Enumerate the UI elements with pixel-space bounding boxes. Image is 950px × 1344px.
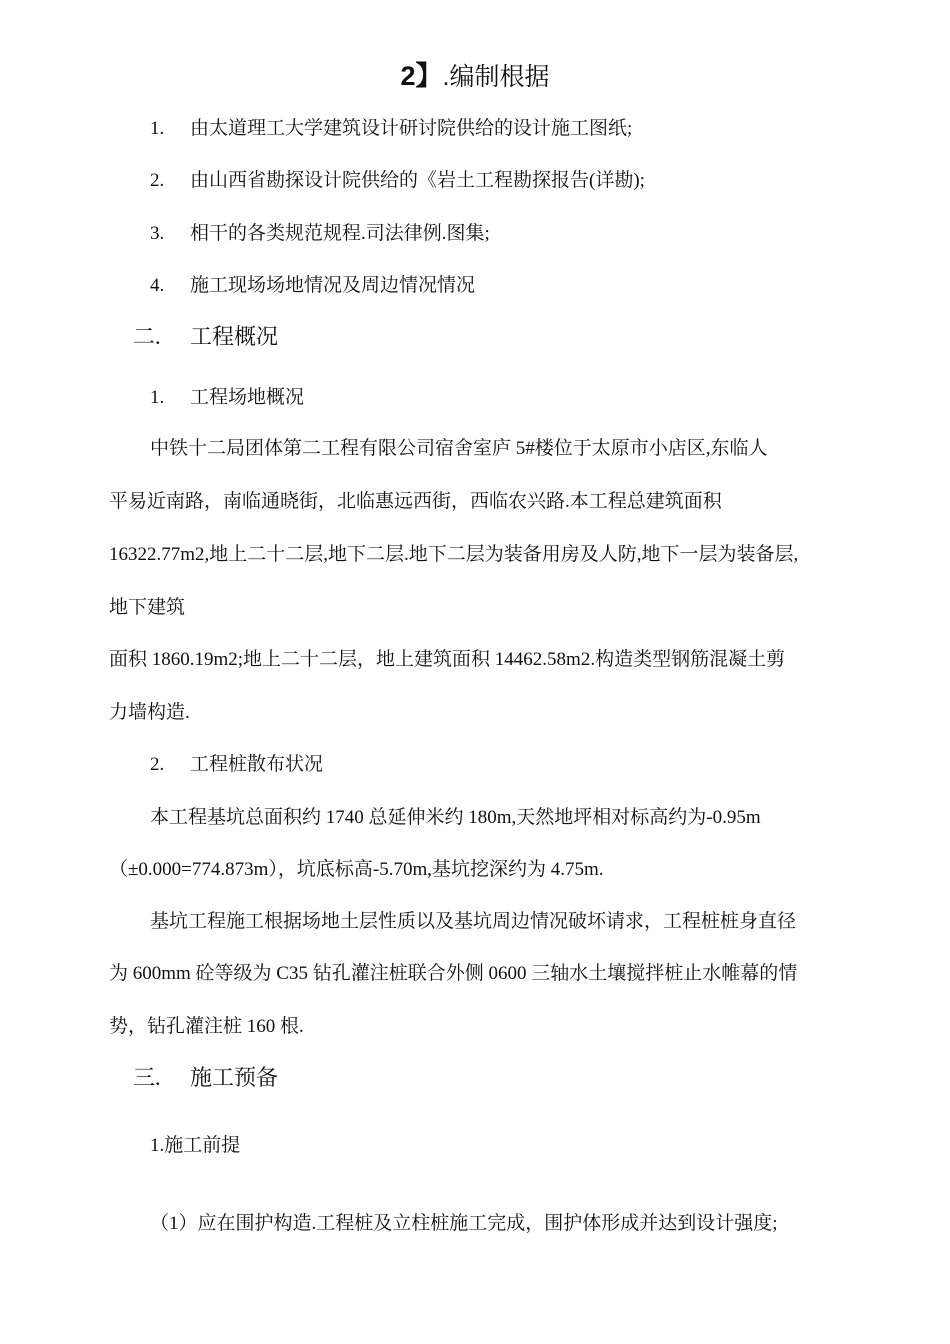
section-heading — [133, 1064, 278, 1092]
basis-item — [150, 222, 490, 246]
basis-item — [150, 274, 475, 298]
paragraph-line: 中铁十二局团体第二工程有限公司宿舍室庐 5#楼位于太原市小店区,东临人 — [150, 438, 768, 459]
section-marker: 三. — [133, 1065, 161, 1090]
paragraph-line: 为 600mm 砼等级为 C35 钻孔灌注桩联合外侧 0600 三轴水土壤搅拌桩止水帷幕的情 — [109, 963, 798, 984]
title-text: .编制根据 — [442, 63, 550, 91]
subsection-title: 工程场地概况 — [190, 387, 305, 408]
section-heading — [133, 323, 278, 351]
basis-item-marker: 2. — [150, 170, 165, 191]
section-marker: 二. — [133, 324, 161, 349]
basis-item-text: 相干的各类规范规程.司法律例.图集; — [190, 223, 490, 244]
basis-item-text: 由太道理工大学建筑设计研讨院供给的设计施工图纸; — [190, 118, 633, 139]
section-title: 施工预备 — [190, 1065, 279, 1090]
title-number: 2】 — [400, 61, 443, 91]
subsection-heading: 1.施工前提 — [150, 1135, 241, 1156]
paragraph-line: 地下建筑 — [109, 597, 186, 618]
basis-item-text: 施工现场场地情况及周边情况情况 — [190, 275, 476, 296]
subsection-heading — [150, 753, 323, 777]
section-title: 工程概况 — [190, 324, 279, 349]
list-item: （1）应在围护构造.工程桩及立柱桩施工完成，围护体形成并达到设计强度; — [150, 1213, 778, 1234]
paragraph-line: 势，钻孔灌注桩 160 根. — [109, 1016, 304, 1037]
basis-item-marker: 3. — [150, 223, 165, 244]
basis-item — [150, 117, 632, 141]
paragraph-line: 本工程基坑总面积约 1740 总延伸米约 180m,天然地坪相对标高约为-0.95m — [150, 807, 761, 828]
subsection-title: 工程桩散布状况 — [190, 754, 324, 775]
basis-item-marker: 1. — [150, 118, 165, 139]
basis-item — [150, 169, 645, 193]
paragraph-line: （±0.000=774.873m），坑底标高-5.70m,基坑挖深约为 4.75m. — [109, 859, 604, 880]
paragraph-line: 平易近南路，南临通晓街，北临惠远西街，西临农兴路.本工程总建筑面积 — [109, 491, 722, 512]
paragraph-line: 面积 1860.19m2;地上二十二层，地上建筑面积 14462.58m2.构造类型钢筋混凝土剪 — [109, 649, 786, 670]
paragraph-line: 力墙构造. — [109, 702, 190, 723]
subsection-marker: 2. — [150, 754, 165, 775]
basis-item-marker: 4. — [150, 275, 165, 296]
document-title — [0, 60, 950, 94]
paragraph-line: 16322.77m2,地上二十二层,地下二层.地下二层为装备用房及人防,地下一层为装备层, — [109, 544, 799, 565]
basis-item-text: 由山西省勘探设计院供给的《岩土工程勘探报告(详勘); — [190, 170, 645, 191]
subsection-marker: 1. — [150, 387, 165, 408]
paragraph-line: 基坑工程施工根据场地土层性质以及基坑周边情况破坏请求，工程桩桩身直径 — [150, 911, 797, 932]
subsection-heading — [150, 386, 304, 410]
